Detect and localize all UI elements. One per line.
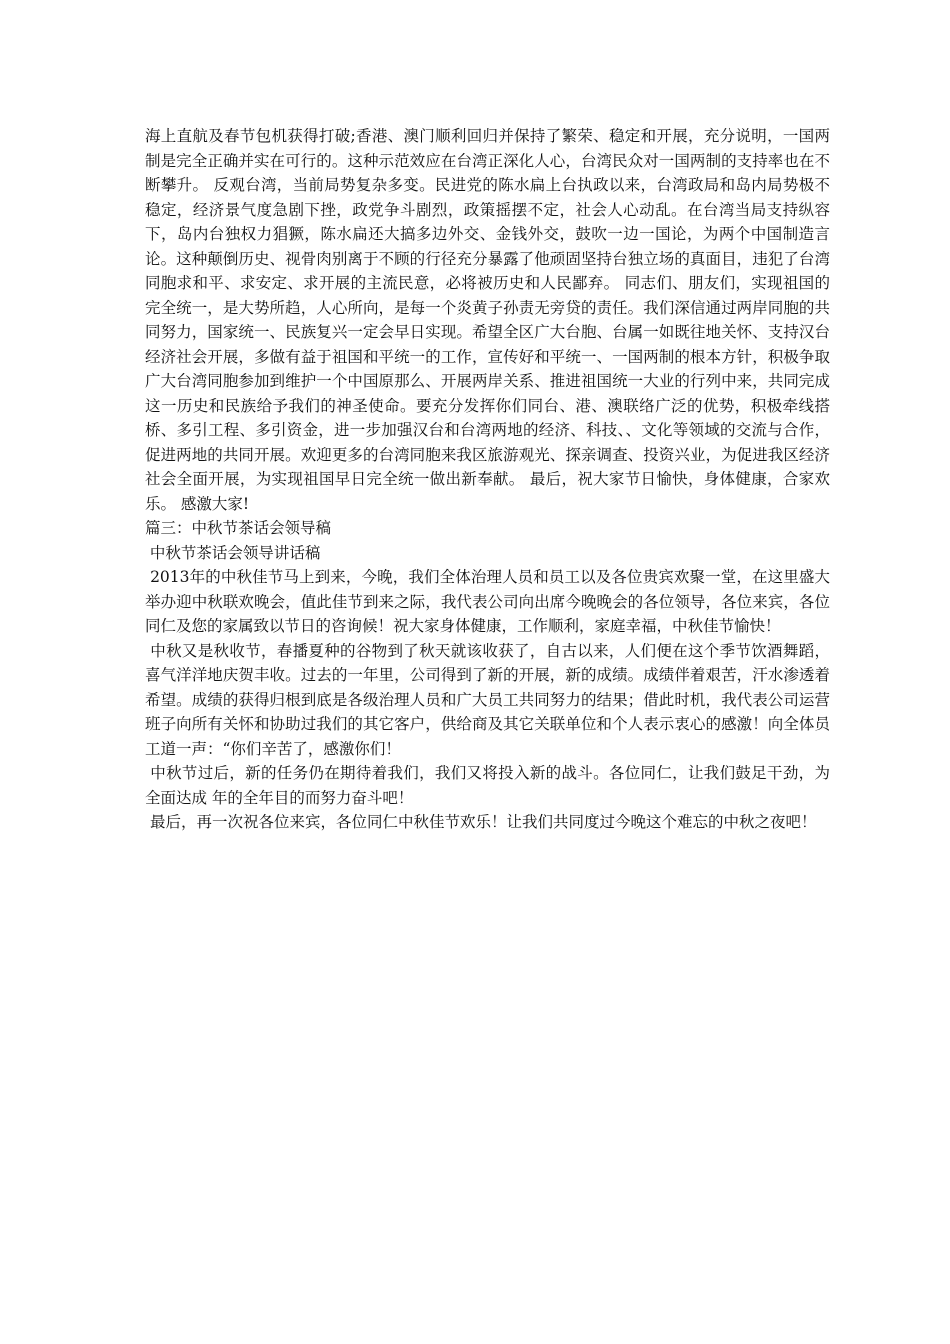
body-paragraph: 中秋节过后，新的任务仍在期待着我们，我们又将投入新的战斗。各位同仁，让我们鼓足干劲，为全面达成 年的全年目的而努力奋斗吧！ <box>145 764 830 807</box>
section-heading: 篇三：中秋节茶话会领导稿 <box>145 519 332 537</box>
body-paragraph: 最后，再一次祝各位来宾，各位同仁中秋佳节欢乐！让我们共同度过今晚这个难忘的中秋之夜吧！ <box>145 813 817 831</box>
body-paragraph: 2013年的中秋佳节马上到来，今晚，我们全体治理人员和员工以及各位贵宾欢聚一堂，在这里盛大举办迎中秋联欢晚会，值此佳节到来之际，我代表公司向出席今晚晚会的各位领导，各位来宾，各位同仁及您的家属致以节日的咨询候！祝大家身体健康，工作顺利，家庭幸福，中秋佳节愉快！ <box>145 568 830 635</box>
body-paragraph: 中秋又是秋收节，春播夏种的谷物到了秋天就该收获了，自古以来，人们便在这个季节饮酒舞蹈，喜气洋洋地庆贺丰收。过去的一年里，公司得到了新的开展，新的成绩。成绩伴着艰苦，汗水渗透着希望。成绩的获得归根到底是各级治理人员和广大员工共同努力的结果；借此时机，我代表公司运营班子向所有关怀和协助过我们的其它客户，供给商及其它关联单位和个人表示衷心的感激！向全体员工道一声：“你们辛苦了，感激你们！ <box>145 641 830 758</box>
speech-title: 中秋节茶话会领导讲话稿 <box>145 543 321 562</box>
document-page <box>145 124 830 835</box>
continuation-paragraph: 海上直航及春节包机获得打破;香港、澳门顺利回归并保持了繁荣、稳定和开展，充分说明，一国两制是完全正确并实在可行的。这种示范效应在台湾正深化人心，台湾民众对一国两制的支持率也在不断攀升。 反观台湾，当前局势复杂多变。民进党的陈水扁上台执政以来，台湾政局和岛内局势极不稳定，经济景气度急剧下挫，政党争斗剧烈，政策摇摆不定，社会人心动乱。在台湾当局支持纵容下，岛内台独权力猖獗，陈水扁还大搞多边外交、金钱外交，鼓吹一边一国论，为两个中国制造言论。这种颠倒历史、视骨肉别离于不顾的行径充分暴露了他顽固坚持台独立场的真面目，违犯了台湾同胞求和平、求安定、求开展的主流民意，必将被历史和人民鄙弃。 同志们、朋友们，实现祖国的完全统一，是大势所趋，人心所向，是每一个炎黄子孙责无旁贷的责任。我们深信通过两岸同胞的共同努力，国家统一、民族复兴一定会早日实现。希望全区广大台胞、台属一如既往地关怀、支持汉台经济社会开展，多做有益于祖国和平统一的工作，宣传好和平统一、一国两制的根本方针，积极争取广大台湾同胞参加到维护一个中国原那么、开展两岸关系、推进祖国统一大业的行列中来，共同完成这一历史和民族给予我们的神圣使命。要充分发挥你们同台、港、澳联络广泛的优势，积极牵线搭桥、多引工程、多引资金，进一步加强汉台和台湾两地的经济、科技、、文化等领域的交流与合作，促进两地的共同开展。欢迎更多的台湾同胞来我区旅游观光、探亲调查、投资兴业，为促进我区经济社会全面开展，为实现祖国早日完全统一做出新奉献。 最后，祝大家节日愉快，身体健康，合家欢乐。 感激大家! <box>145 127 830 513</box>
